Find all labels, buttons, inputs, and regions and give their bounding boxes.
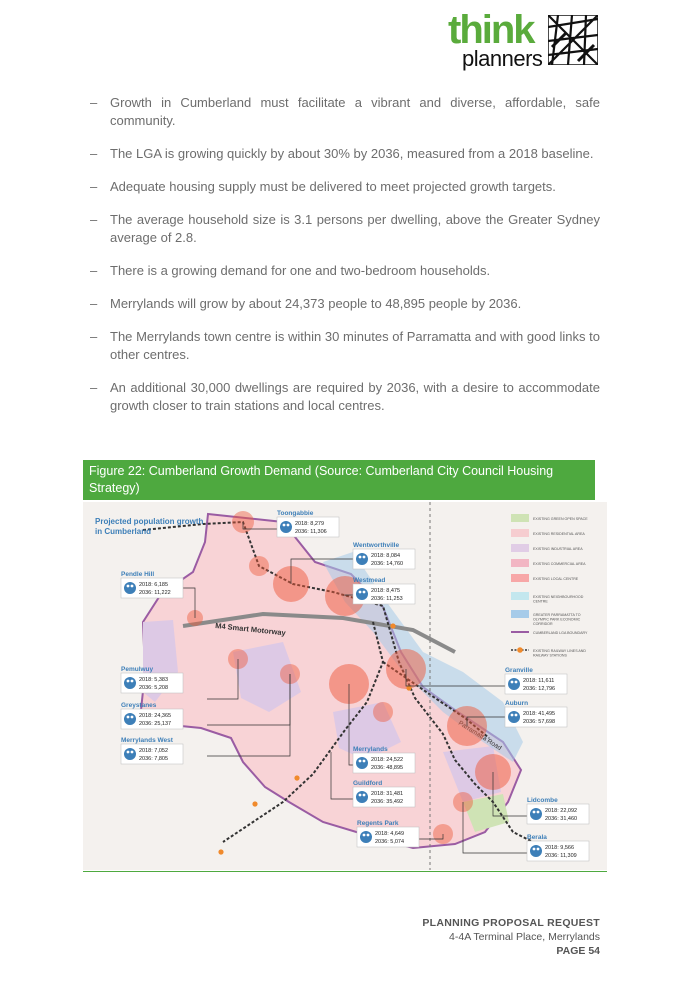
place-name: Pemulwuy — [121, 666, 154, 673]
hotspot — [373, 702, 393, 722]
people-icon-head — [127, 585, 130, 588]
place-name: Auburn — [505, 700, 529, 707]
place-name: Granville — [505, 667, 533, 674]
bullet-dash: – — [90, 95, 98, 110]
station-dot — [252, 801, 257, 806]
people-icon — [124, 582, 136, 594]
people-icon-circle — [508, 678, 520, 690]
bullet-dash: – — [90, 263, 98, 278]
people-icon-head — [515, 714, 518, 717]
page-footer — [422, 916, 600, 958]
people-icon-head — [283, 524, 286, 527]
place-name: Merrylands West — [121, 737, 173, 744]
people-icon-head — [131, 585, 134, 588]
population-2036: 2036: 14,760 — [371, 561, 404, 567]
people-icon-head — [131, 716, 134, 719]
legend-swatch — [511, 544, 529, 552]
people-icon-head — [359, 556, 362, 559]
bullet-dash: – — [90, 179, 98, 194]
people-icon-head — [131, 751, 134, 754]
logo-think-text: think — [448, 8, 534, 52]
growth-bullet-list — [90, 94, 600, 430]
people-icon — [508, 678, 520, 690]
people-icon-head — [537, 848, 540, 851]
people-icon-circle — [280, 521, 292, 533]
bullet-item — [90, 379, 600, 415]
people-icon — [124, 677, 136, 689]
population-2018: 2018: 4,649 — [375, 831, 405, 837]
people-icon-head — [127, 751, 130, 754]
people-icon-head — [537, 811, 540, 814]
population-2036: 2036: 11,253 — [371, 596, 403, 602]
bullet-item — [90, 178, 600, 196]
people-icon-head — [363, 760, 366, 763]
bullet-text: Merrylands will grow by about 24,373 people to 48,895 people by 2036. — [110, 296, 522, 311]
footer-title: PLANNING PROPOSAL REQUEST — [422, 917, 600, 929]
population-2018: 2018: 31,481 — [371, 791, 404, 797]
bullet-dash: – — [90, 380, 98, 395]
people-icon — [356, 553, 368, 565]
population-2018: 2018: 8,279 — [295, 521, 325, 527]
people-icon-circle — [356, 588, 368, 600]
place-name: Lidcombe — [527, 797, 558, 804]
people-icon-circle — [124, 713, 136, 725]
people-icon — [356, 588, 368, 600]
cumberland-growth-map — [83, 502, 607, 870]
population-2018: 2018: 24,522 — [371, 757, 404, 763]
population-2018: 2018: 8,475 — [371, 588, 401, 594]
legend-label: EXISTING INDUSTRIAL AREA — [533, 547, 583, 551]
legend-swatch — [511, 592, 529, 600]
population-2036: 2036: 31,460 — [545, 816, 578, 822]
legend-swatch — [511, 574, 529, 582]
people-icon-head — [363, 794, 366, 797]
bullet-dash: – — [90, 296, 98, 311]
place-name: Berala — [527, 834, 547, 841]
legend-label: GREATER PARRAMATTA TO OLYMPIC PARK ECONOMIC CORRIDOR — [533, 613, 581, 626]
people-icon-head — [367, 834, 370, 837]
motorway-label: M4 Smart Motorway — [214, 621, 287, 638]
population-2018: 2018: 8,084 — [371, 553, 401, 559]
map-title-line: Projected population growth in Cumberland — [95, 517, 204, 536]
station-dot — [294, 775, 299, 780]
hotspot — [249, 556, 269, 576]
people-icon-head — [533, 811, 536, 814]
place-name: Greystanes — [121, 702, 157, 709]
people-icon — [124, 713, 136, 725]
bullet-item — [90, 94, 600, 130]
legend-swatch — [511, 514, 529, 522]
population-2018: 2018: 22,092 — [545, 808, 578, 814]
bullet-item — [90, 328, 600, 364]
bullet-item — [90, 262, 600, 280]
people-icon — [356, 791, 368, 803]
think-planners-logo — [448, 8, 604, 72]
population-2018: 2018: 6,185 — [139, 582, 169, 588]
people-icon-circle — [356, 791, 368, 803]
legend-label: CUMBERLAND LGA BOUNDARY — [533, 631, 588, 635]
people-icon-circle — [360, 831, 372, 843]
people-icon-head — [515, 681, 518, 684]
bullet-dash: – — [90, 329, 98, 344]
people-icon-head — [359, 794, 362, 797]
population-2018: 2018: 7,052 — [139, 748, 169, 754]
map-bottom-rule — [83, 871, 607, 872]
legend-station-icon — [517, 647, 523, 653]
legend-label: EXISTING LOCAL CENTRE — [533, 577, 579, 581]
bullet-text: There is a growing demand for one and two-bedroom households. — [110, 263, 491, 278]
people-icon-circle — [508, 711, 520, 723]
bullet-text: The average household size is 3.1 persons per dwelling, above the Greater Sydney average of 2.8. — [110, 212, 600, 245]
legend-label: EXISTING NEIGHBOURHOOD CENTRE — [533, 595, 584, 604]
people-icon-head — [127, 716, 130, 719]
logo-mark-icon — [548, 15, 598, 65]
place-name: Westmead — [353, 577, 386, 584]
population-2036: 2036: 5,208 — [139, 685, 169, 691]
legend-label: EXISTING RESIDENTIAL AREA — [533, 532, 585, 536]
bullet-text: The LGA is growing quickly by about 30% by 2036, measured from a 2018 baseline. — [110, 146, 594, 161]
population-2036: 2036: 48,895 — [371, 765, 404, 771]
people-icon — [280, 521, 292, 533]
people-icon-circle — [530, 808, 542, 820]
people-icon-head — [511, 681, 514, 684]
figure-caption: Figure 22: Cumberland Growth Demand (Source: Cumberland City Council Housing Strategy) — [83, 460, 595, 500]
bullet-item — [90, 145, 600, 163]
population-2018: 2018: 5,383 — [139, 677, 169, 683]
bullet-text: Growth in Cumberland must facilitate a vibrant and diverse, affordable, safe community. — [110, 95, 600, 128]
population-2036: 2036: 12,796 — [523, 686, 556, 692]
bullet-dash: – — [90, 146, 98, 161]
place-name: Pendle Hill — [121, 571, 155, 578]
people-icon — [356, 757, 368, 769]
people-icon-circle — [530, 845, 542, 857]
people-icon-head — [511, 714, 514, 717]
people-icon-circle — [124, 748, 136, 760]
people-icon — [530, 808, 542, 820]
station-dot — [218, 849, 223, 854]
place-name: Toongabbie — [277, 510, 314, 517]
people-icon-head — [359, 760, 362, 763]
legend-label: EXISTING RAILWAY LINES AND RAILWAY STATIONS — [533, 649, 586, 658]
people-icon — [508, 711, 520, 723]
people-icon-circle — [124, 582, 136, 594]
logo-planners-text: planners — [462, 46, 543, 71]
population-2036: 2036: 25,137 — [139, 721, 172, 727]
people-icon — [530, 845, 542, 857]
bullet-item — [90, 295, 600, 313]
population-2036: 2036: 57,698 — [523, 719, 556, 725]
people-icon-head — [287, 524, 290, 527]
population-2036: 2036: 7,805 — [139, 756, 169, 762]
legend-swatch — [511, 610, 529, 618]
people-icon — [124, 748, 136, 760]
population-2036: 2036: 11,309 — [545, 853, 577, 859]
parramatta-road-label: Road — [485, 737, 503, 752]
bullet-text: The Merrylands town centre is within 30 minutes of Parramatta and with good links to other centres. — [110, 329, 600, 362]
population-2036: 2036: 11,306 — [295, 529, 327, 535]
people-icon — [360, 831, 372, 843]
footer-address: 4-4A Terminal Place, Merrylands — [449, 931, 600, 943]
legend-label: EXISTING GREEN OPEN SPACE — [533, 517, 588, 521]
population-2018: 2018: 9,566 — [545, 845, 575, 851]
place-name: Regents Park — [357, 820, 399, 827]
people-icon-head — [363, 591, 366, 594]
place-name: Guildford — [353, 780, 383, 787]
people-icon-circle — [124, 677, 136, 689]
people-icon-head — [127, 680, 130, 683]
bullet-dash: – — [90, 212, 98, 227]
people-icon-head — [533, 848, 536, 851]
legend-swatch — [511, 529, 529, 537]
population-2036: 2036: 11,222 — [139, 590, 171, 596]
bullet-text: An additional 30,000 dwellings are required by 2036, with a desire to accommodate growth closer to train stations and local centres. — [110, 380, 600, 413]
population-2018: 2018: 11,611 — [523, 678, 555, 684]
legend-swatch — [511, 559, 529, 567]
population-2036: 2036: 5,074 — [375, 839, 405, 845]
people-icon-head — [359, 591, 362, 594]
bullet-text: Adequate housing supply must be delivered to meet projected growth targets. — [110, 179, 556, 194]
people-icon-head — [363, 556, 366, 559]
place-name: Wentworthville — [353, 542, 400, 549]
population-2018: 2018: 41,495 — [523, 711, 556, 717]
station-dot — [390, 623, 395, 628]
population-2036: 2036: 35,492 — [371, 799, 404, 805]
people-icon-head — [363, 834, 366, 837]
people-icon-head — [131, 680, 134, 683]
bullet-item — [90, 211, 600, 247]
legend-label: EXISTING COMMERCIAL AREA — [533, 562, 586, 566]
people-icon-circle — [356, 553, 368, 565]
people-icon-circle — [356, 757, 368, 769]
population-2018: 2018: 24,365 — [139, 713, 172, 719]
page-number: PAGE 54 — [556, 945, 600, 957]
place-name: Merrylands — [353, 746, 388, 753]
